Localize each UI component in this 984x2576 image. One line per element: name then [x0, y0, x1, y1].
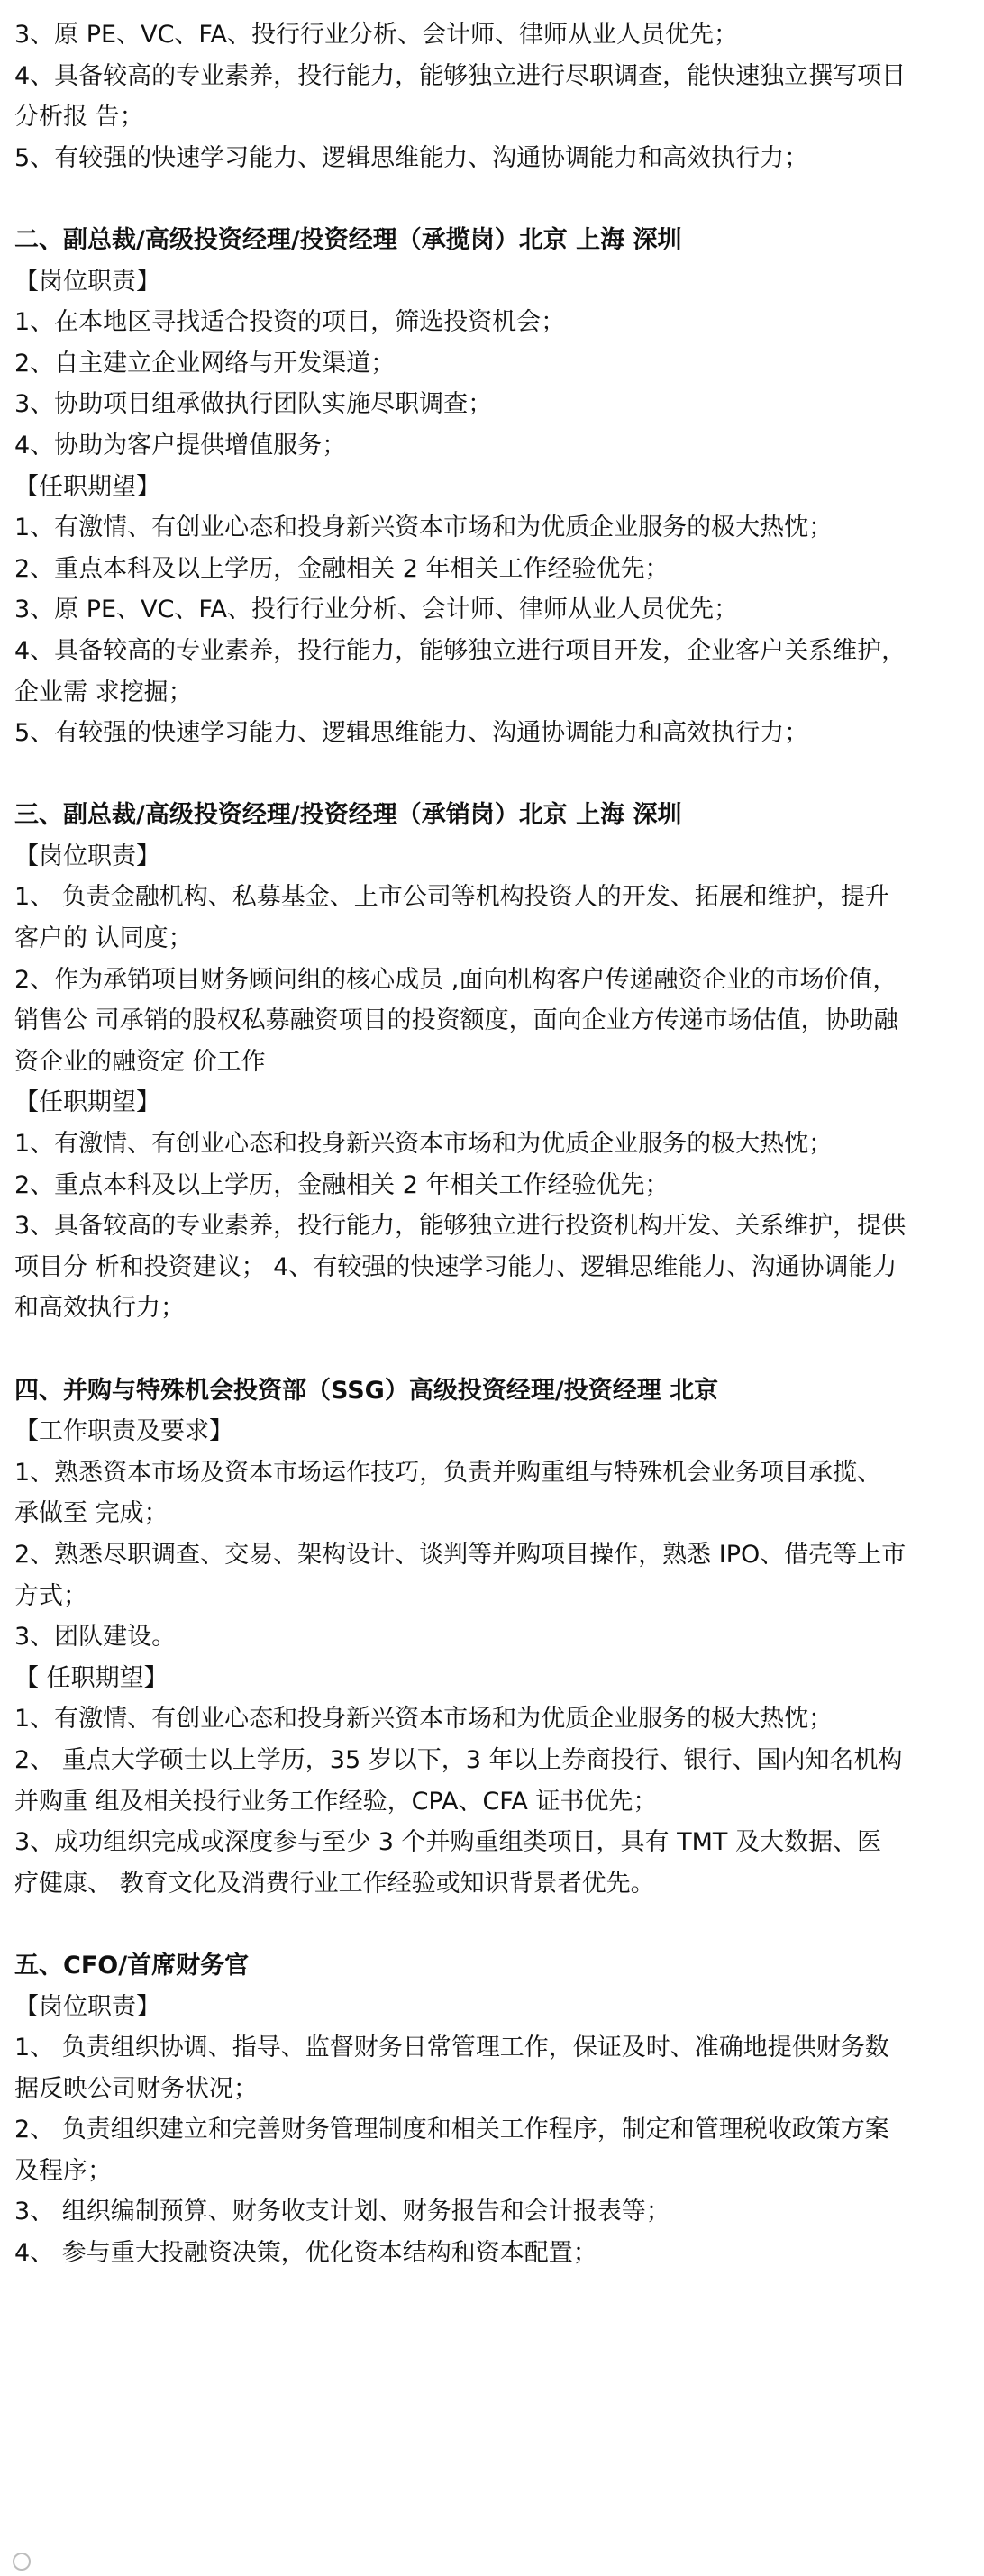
text-line: 【 任职期望】 — [14, 1663, 169, 1692]
blank-line — [14, 178, 966, 220]
blank-line — [14, 1904, 966, 1945]
text-line: 2、熟悉尽职调查、交易、架构设计、谈判等并购项目操作，熟悉 IPO、借壳等上市 — [14, 1540, 907, 1569]
text-line: 3、原 PE、VC、FA、投行行业分析、会计师、律师从业人员优先； — [14, 596, 738, 624]
text-line: 2、 负责组织建立和完善财务管理制度和相关工作程序，制定和管理税收政策方案 — [14, 2116, 889, 2144]
text-line: 2、作为承销项目财务顾问组的核心成员 ,面向机构客户传递融资企业的市场价值， — [14, 965, 897, 994]
blank-line — [14, 754, 966, 796]
text-line: 4、具备较高的专业素养，投行能力，能够独立进行项目开发，企业客户关系维护， — [14, 636, 907, 665]
text-line: 3、成功组织完成或深度参与至少 3 个并购重组类项目，具有 TMT 及大数据、医 — [14, 1828, 881, 1857]
text-line: 1、有激情、有创业心态和投身新兴资本市场和为优质企业服务的极大热忱； — [14, 514, 834, 542]
section-heading: 五、CFO/首席财务官 — [14, 1951, 250, 1980]
section-heading: 三、副总裁/高级投资经理/投资经理（承销岗）北京 上海 深圳 — [14, 801, 682, 830]
text-line: 【岗位职责】 — [14, 267, 160, 296]
text-line: 【任职期望】 — [14, 1088, 160, 1117]
blank-line — [14, 1329, 966, 1370]
text-line: 1、在本地区寻找适合投资的项目，筛选投资机会； — [14, 308, 566, 337]
text-line: 4、具备较高的专业素养，投行能力，能够独立进行尽职调查，能快速独立撰写项目 — [14, 61, 907, 90]
text-line: 销售公 司承销的股权私募融资项目的投资额度，面向企业方传递市场估值，协助融 — [14, 1006, 898, 1035]
text-line: 3、具备较高的专业素养，投行能力，能够独立进行投资机构开发、关系维护，提供 — [14, 1212, 907, 1241]
text-line: 1、 负责组织协调、指导、监督财务日常管理工作，保证及时、准确地提供财务数 — [14, 2034, 889, 2062]
text-line: 3、团队建设。 — [14, 1623, 177, 1652]
text-line: 分析报 告； — [14, 103, 144, 132]
text-line: 2、重点本科及以上学历，金融相关 2 年相关工作经验优先； — [14, 1170, 670, 1199]
text-line: 疗健康、 教育文化及消费行业工作经验或知识背景者优先。 — [14, 1869, 655, 1898]
text-line: 据反映公司财务状况； — [14, 2074, 258, 2103]
text-line: 1、 负责金融机构、私募基金、上市公司等机构投资人的开发、拓展和维护，提升 — [14, 883, 889, 912]
text-line: 资企业的融资定 价工作 — [14, 1047, 266, 1076]
section-heading: 四、并购与特殊机会投资部（SSG）高级投资经理/投资经理 北京 — [14, 1376, 719, 1405]
text-line: 项目分 析和投资建议； 4、有较强的快速学习能力、逻辑思维能力、沟通协调能力 — [14, 1252, 897, 1281]
watermark-logo — [13, 2549, 36, 2571]
text-line: 承做至 完成； — [14, 1499, 169, 1528]
text-line: 5、有较强的快速学习能力、逻辑思维能力、沟通协调能力和高效执行力； — [14, 719, 809, 748]
text-line: 1、熟悉资本市场及资本市场运作技巧，负责并购重组与特殊机会业务项目承揽、 — [14, 1458, 882, 1487]
text-line: 4、协助为客户提供增值服务； — [14, 431, 347, 460]
section-heading: 二、副总裁/高级投资经理/投资经理（承揽岗）北京 上海 深圳 — [14, 225, 682, 254]
text-line: 3、原 PE、VC、FA、投行行业分析、会计师、律师从业人员优先； — [14, 21, 738, 49]
text-line: 5、有较强的快速学习能力、逻辑思维能力、沟通协调能力和高效执行力； — [14, 143, 809, 172]
text-line: 【岗位职责】 — [14, 842, 160, 870]
text-line: 及程序； — [14, 2156, 112, 2185]
text-line: 2、重点本科及以上学历，金融相关 2 年相关工作经验优先； — [14, 554, 670, 583]
text-line: 客户的 认同度； — [14, 924, 193, 953]
camera-logo-icon — [13, 2553, 31, 2571]
text-line: 【工作职责及要求】 — [14, 1417, 233, 1446]
text-line: 1、有激情、有创业心态和投身新兴资本市场和为优质企业服务的极大热忱； — [14, 1130, 834, 1159]
text-line: 【岗位职责】 — [14, 1992, 160, 2021]
text-line: 3、 组织编制预算、财务收支计划、财务报告和会计报表等； — [14, 2198, 670, 2226]
text-line: 并购重 组及相关投行业务工作经验，CPA、CFA 证书优先； — [14, 1787, 658, 1816]
text-line: 2、 重点大学硕士以上学历，35 岁以下，3 年以上券商投行、银行、国内知名机构 — [14, 1745, 903, 1774]
text-line: 3、协助项目组承做执行团队实施尽职调查； — [14, 390, 493, 419]
text-line: 【任职期望】 — [14, 472, 160, 501]
text-line: 方式； — [14, 1581, 87, 1610]
text-line: 1、有激情、有创业心态和投身新兴资本市场和为优质企业服务的极大热忱； — [14, 1705, 834, 1734]
text-line: 企业需 求挖掘； — [14, 678, 193, 706]
text-line: 和高效执行力； — [14, 1294, 185, 1323]
text-line: 4、 参与重大投融资决策，优化资本结构和资本配置； — [14, 2239, 597, 2268]
text-line: 2、自主建立企业网络与开发渠道； — [14, 349, 396, 378]
